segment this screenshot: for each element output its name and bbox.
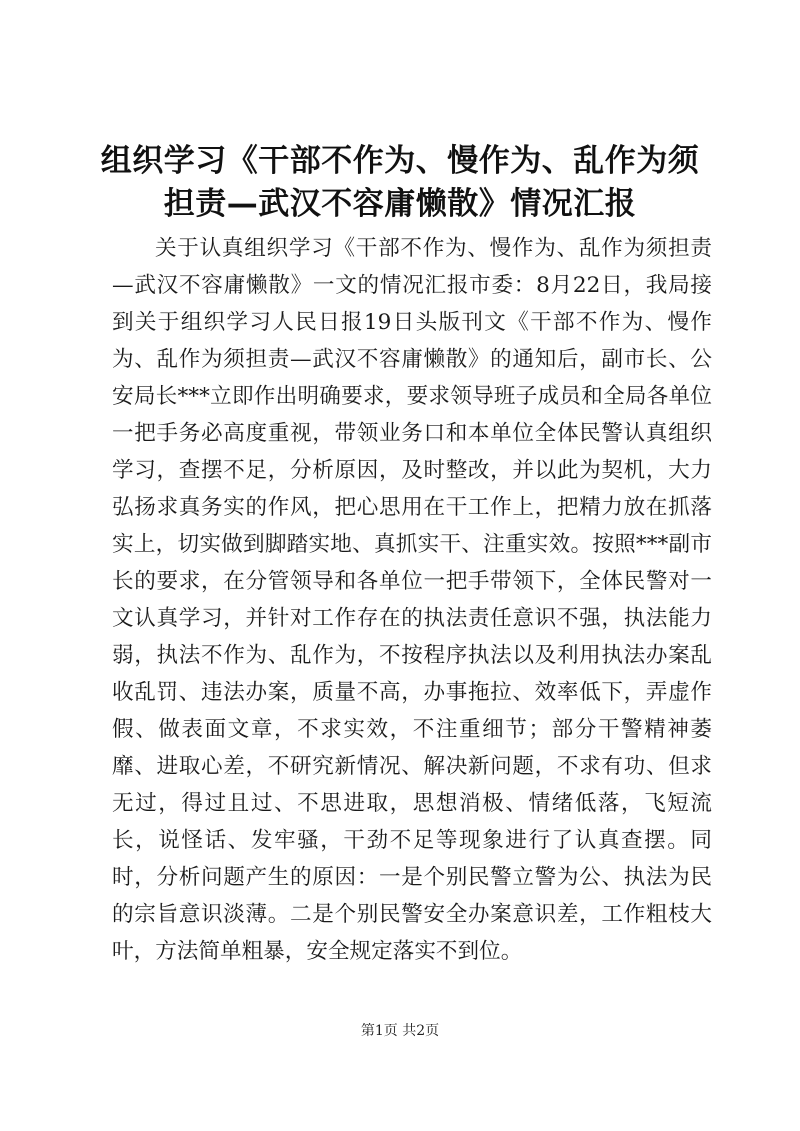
page-number-footer: 第1页 共2页 [360, 1023, 440, 1039]
document-title: 组织学习《干部不作为、慢作为、乱作为须担责—武汉不容庸懒散》情况汇报 [100, 143, 700, 222]
body-paragraph: 关于认真组织学习《干部不作为、慢作为、乱作为须担责—武汉不容庸懒散》一文的情况汇报市委：8月22日，我局接到关于组织学习人民日报19日头版刊文《干部不作为、慢作为、乱作为须担责—武汉不容庸懒散》的通知后，副市长、公安局长***立即作出明确要求，要求领导班子成员和全局各单位一把手务必高度重视，带领业务口和本单位全体民警认真组织学习，查摆不足，分析原因，及时整改，并以此为契机，大力弘扬求真务实的作风，把心思用在干工作上，把精力放在抓落实上，切实做到脚踏实地、真抓实干、注重实效。按照***副市长的要求，在分管领导和各单位一把手带领下，全体民警对一文认真学习，并针对工作存在的执法责任意识不强，执法能力弱，执法不作为、乱作为，不按程序执法以及利用执法办案乱收乱罚、违法办案，质量不高，办事拖拉、效率低下，弄虚作假、做表面文章，不求实效，不注重细节；部分干警精神萎靡、进取心差，不研究新情况、解决新问题，不求有功、但求无过，得过且过、不思进取，思想消极、情绪低落，飞短流长，说怪话、发牢骚，干劲不足等现象进行了认真查摆。同时，分析问题产生的原因：一是个别民警立警为公、执法为民的宗旨意识淡薄。二是个别民警安全办案意识差，工作粗枝大叶，方法简单粗暴，安全规定落实不到位。 [112, 236, 712, 964]
